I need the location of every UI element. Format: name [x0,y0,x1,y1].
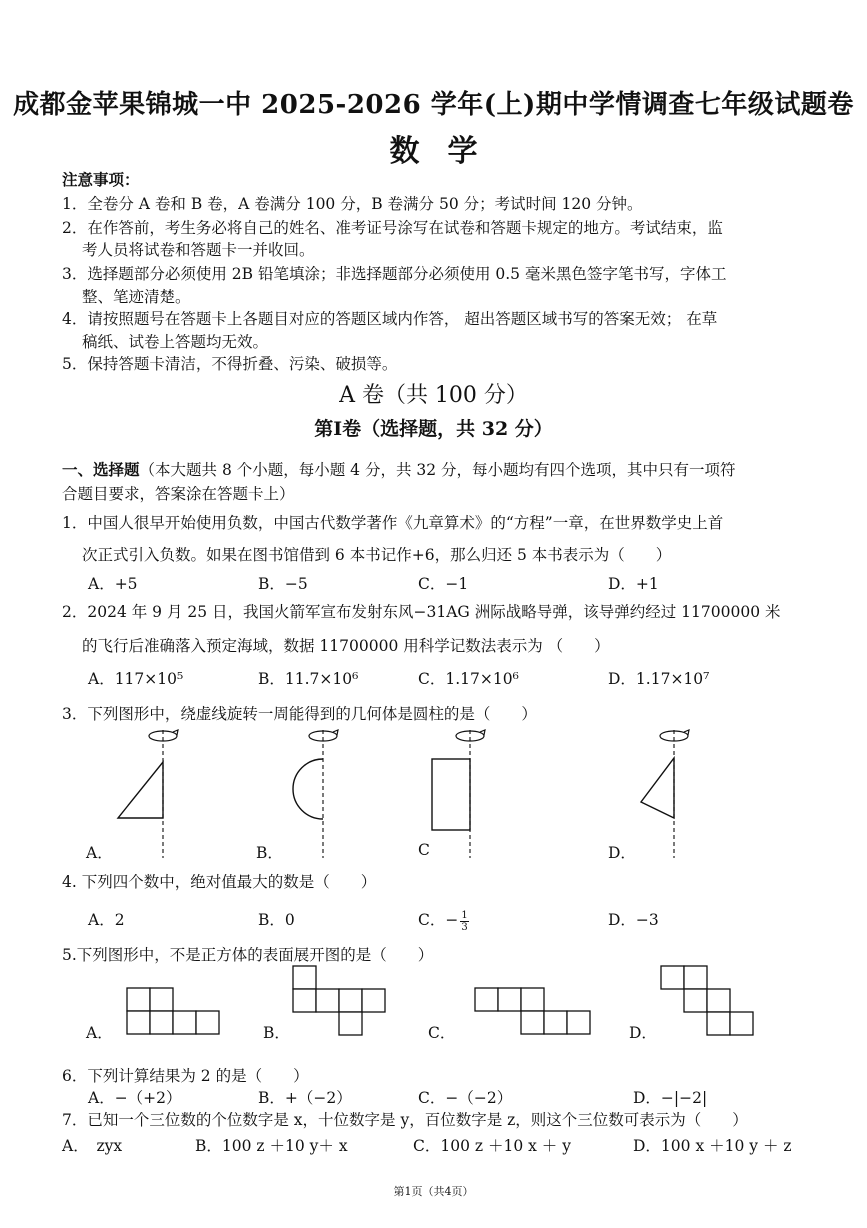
notice-heading: 注意事项： [62,170,140,189]
q1-line1: 1．中国人很早开始使用负数，中国古代数学著作《九章算术》的“方程”一章，在世界数学史上首 [62,514,724,532]
q7-option-a: A． zyx [62,1137,123,1155]
q1-line2: 次正式引入负数。如果在图书馆借到 6 本书记作+6，那么归还 5 本书表示为（ ） [82,546,672,564]
q2-option-a: A．117×10⁵ [88,670,184,688]
instr-text: （本大题共 8 个小题，每小题 4 分，共 32 分，每小题均有四个选项，其中只有一项符 [139,461,736,479]
q5-option-d: D． [629,1024,657,1042]
q5-option-a: A． [86,1024,113,1042]
q2-line2: 的飞行后准确落入预定海域，数据 11700000 用科学记数法表示为 （ ） [82,637,610,655]
q5-net-b [293,966,385,1035]
q3-option-b: B． [256,844,283,862]
notice-item: 1．全卷分 A 卷和 B 卷，A 卷满分 100 分，B 卷满分 50 分；考试时间 120 分钟。 [62,195,643,213]
q2-line1: 2．2024 年 9 月 25 日，我国火箭军宣布发射东风−31AG 洲际战略导弹，该导弹约经过 11700000 米 [62,603,781,621]
part1-title: 第Ⅰ卷（选择题，共 32 分） [314,418,553,440]
page-footer: 第1页（共4页） [393,1185,474,1198]
q3-option-d: D． [608,844,636,862]
q6-option-b: B．+（−2） [258,1089,352,1107]
q2-option-c: C．1.17×10⁶ [418,670,519,688]
q4-option-a: A．2 [88,911,125,929]
notice-item: 2．在作答前，考生务必将自己的姓名、准考证号涂写在试卷和答题卡规定的地方。考试结束，监 [62,219,723,237]
q4-fraction [460,910,468,933]
exam-title: 成都金苹果锦城一中 2025-2026 学年(上)期中学情调查七年级试题卷 [13,90,854,120]
q5-net-d [661,966,753,1035]
q3-option-a: A． [86,844,113,862]
q3-figure-c [432,730,485,858]
notice-item: 3．选择题部分必须使用 2B 铅笔填涂；非选择题部分必须使用 0.5 毫米黑色签字笔书写，字体工 [62,265,727,283]
q7-option-b: B．100 z ＋10 y＋ x [195,1137,348,1155]
q3-figure-a [118,730,178,858]
subject-title: 数学 [389,134,506,169]
q5-line1: 5.下列图形中，不是正方体的表面展开图的是（ ） [62,946,434,964]
q6-line1: 6．下列计算结果为 2 的是（ ） [62,1067,309,1085]
q2-option-b: B．11.7×10⁶ [258,670,359,688]
q5-net-c [475,988,590,1034]
q6-option-d: D．−|−2| [633,1089,708,1107]
q1-option-a: A．+5 [88,575,138,593]
q3-figure-b [293,730,338,858]
q7-line1: 7．已知一个三位数的个位数字是 x，十位数字是 y，百位数字是 z，则这个三位数可表示为（ ） [62,1111,748,1129]
q7-option-d: D．100 x ＋10 y ＋ z [633,1137,792,1155]
q3-figure-d [641,730,689,858]
notice-item: 4．请按照题号在答题卡上各题目对应的答题区域内作答， 超出答题区域书写的答案无效； 在草 [62,310,718,328]
q4-line1: 4. 下列四个数中，绝对值最大的数是（ ） [62,873,377,891]
q4-option-d: D．−3 [608,911,659,929]
q5-option-c: C． [428,1024,456,1042]
q5-net-a [127,988,219,1034]
q3-line1: 3．下列图形中，绕虚线旋转一周能得到的几何体是圆柱的是（ ） [62,705,537,723]
q1-option-b: B．−5 [258,575,308,593]
q7-option-c: C．100 z ＋10 x ＋ y [413,1137,571,1155]
section-instructions-cont: 合题目要求，答案涂在答题卡上） [62,485,295,503]
notice-item: 5．保持答题卡清洁，不得折叠、污染、破损等。 [62,355,398,373]
q6-option-c: C．−（−2） [418,1089,513,1107]
notice-item: 考人员将试卷和答题卡一并收回。 [82,241,315,259]
q2-option-d: D．1.17×10⁷ [608,670,710,688]
q1-option-c: C．−1 [418,575,469,593]
q4-option-c [418,908,469,933]
q4-option-b: B．0 [258,911,295,929]
q1-option-d: D．+1 [608,575,659,593]
notice-item: 整、笔迹清楚。 [82,288,191,306]
q3-option-c: C [418,841,430,859]
q4-fraction-numerator: 1 [461,909,468,921]
q4-option-c-label: C．− [418,911,459,929]
section-a-title: A 卷（共 100 分） [339,383,528,408]
q4-fraction-denominator: 3 [461,921,468,933]
q6-option-a: A．−（+2） [88,1089,182,1107]
notice-item: 稿纸、试卷上答题均无效。 [82,333,269,351]
q5-option-b: B． [263,1024,290,1042]
instr-bold: 一、选择题 [62,460,140,479]
